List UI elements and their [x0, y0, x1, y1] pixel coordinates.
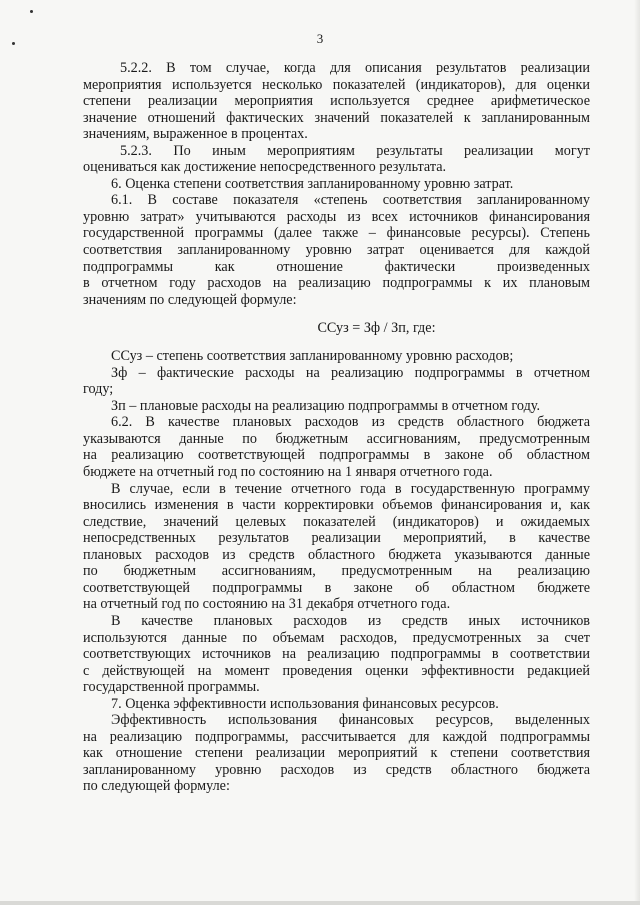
text-line: государственной программы. — [83, 679, 260, 696]
document-body — [83, 60, 590, 795]
text-line: 6.1. В составе показателя «степень соответствия запланированному — [111, 192, 590, 209]
text-line: государственной программы (далее также – финансовые ресурсы). Степень — [83, 225, 590, 242]
text-line: В качестве плановых расходов из средств иных источников — [111, 612, 590, 629]
text-line: уровню затрат» учитываются расходы из всех источников финансирования — [83, 208, 590, 225]
text-line: непосредственных результатов реализации мероприятий, в качестве — [83, 530, 590, 547]
text-line: степени реализации мероприятия используется среднее арифметическое — [83, 93, 590, 110]
text-line: по следующей формуле: — [83, 778, 230, 795]
scan-speck — [30, 10, 33, 13]
text-line: следствие, значений целевых показателей (индикаторов) и ожидаемых — [83, 513, 590, 530]
section-heading: 6. Оценка степени соответствия запланированному уровню затрат. — [111, 175, 514, 192]
text-line: на отчетный год по состоянию на 31 декабря отчетного года. — [83, 596, 451, 613]
text-line: значение отношений фактических значений показателей к запланированным — [83, 109, 590, 126]
text-line: запланированному уровню расходов из средств областного бюджета — [83, 761, 590, 778]
text-line: с действующей на момент проведения оценки эффективности редакцией — [83, 662, 590, 679]
text-line: в отчетном году расходов на реализацию подпрограммы к их плановым — [83, 275, 590, 292]
page-number: 3 — [316, 31, 324, 46]
section-heading: 7. Оценка эффективности использования финансовых ресурсов. — [111, 695, 499, 712]
text-line: соответствующей подпрограммы в законе об областном бюджете — [83, 579, 590, 596]
text-line: плановых расходов из средств областного бюджета указываются данные — [83, 546, 590, 563]
text-line: значениям по следующей формуле: — [83, 291, 297, 308]
text-line: на реализацию соответствующей подпрограммы в законе об областном — [83, 447, 590, 464]
scan-edge-shadow — [634, 0, 640, 905]
text-line: году; — [83, 381, 114, 398]
text-line: на реализацию подпрограммы, рассчитывается для каждой подпрограммы — [83, 728, 590, 745]
text-line: 6.2. В качестве плановых расходов из средств областного бюджета — [111, 414, 590, 431]
text-line: Зф – фактические расходы на реализацию подпрограммы в отчетном — [111, 364, 590, 381]
text-line: значениям, выраженное в процентах. — [83, 126, 308, 143]
text-line: оцениваться как достижение непосредственного результата. — [83, 159, 447, 176]
text-line: указываются данные по бюджетным ассигнованиям, предусмотренным — [83, 430, 590, 447]
text-line: Зп – плановые расходы на реализацию подпрограммы в отчетном году. — [111, 397, 541, 414]
text-line: вносились изменения в части корректировки объемов финансирования и, как — [83, 497, 590, 514]
text-line: соответствия запланированному уровню затрат оценивается для каждой — [83, 242, 590, 259]
text-line: 5.2.2. В том случае, когда для описания результатов реализации — [120, 60, 590, 76]
text-line: как отношение степени реализации мероприятий к степени соответствия — [83, 745, 590, 762]
text-line: подпрограммы как отношение фактически произведенных — [83, 258, 590, 275]
formula: ССуз = Зф / Зп, где: — [317, 320, 436, 337]
text-line: В случае, если в течение отчетного года в государственную программу — [111, 480, 590, 497]
text-line: бюджете на отчетный год по состоянию на 1 января отчетного года. — [83, 464, 493, 481]
text-line: ССуз – степень соответствия запланированному уровню расходов; — [111, 348, 514, 365]
text-line: мероприятия используется несколько показателей (индикаторов), для оценки — [83, 76, 590, 93]
text-line: Эффективность использования финансовых ресурсов, выделенных — [111, 712, 590, 729]
text-line: по бюджетным ассигнованиям, предусмотренным на реализацию — [83, 563, 590, 580]
scan-bottom-edge — [0, 901, 640, 905]
text-line: используются данные по объемам расходов, предусмотренных за счет — [83, 629, 590, 646]
text-line: соответствующих источников на реализацию подпрограммы в соответствии — [83, 646, 590, 663]
text-line: 5.2.3. По иным мероприятиям результаты реализации могут — [120, 142, 590, 159]
